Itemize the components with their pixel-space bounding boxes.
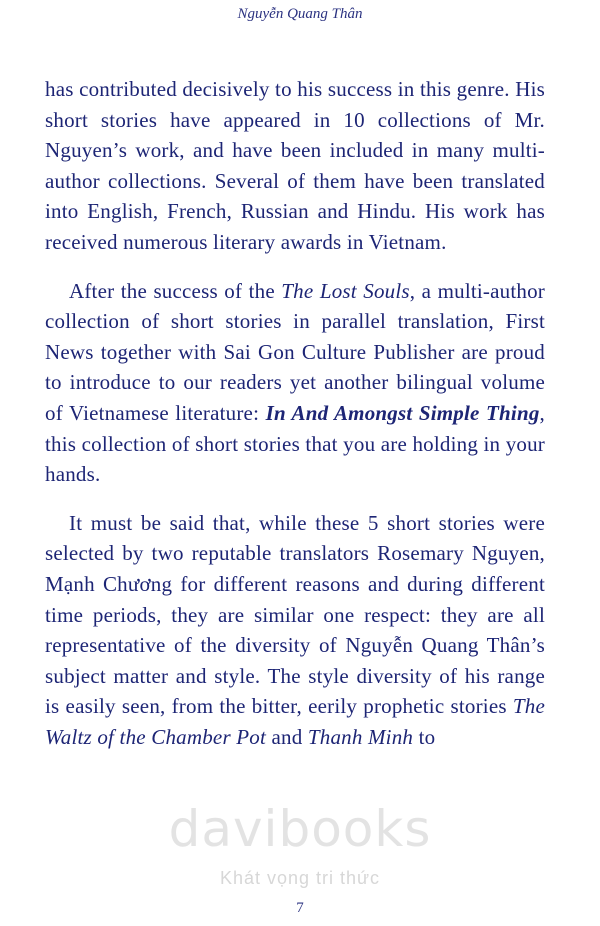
story-title-thanh-minh: Thanh Minh xyxy=(307,724,414,749)
story-title-waltz: The Waltz of the Chamber Pot xyxy=(45,694,545,749)
page-number: 7 xyxy=(296,900,304,916)
book-title-lost-souls: The Lost Souls xyxy=(281,278,410,303)
paragraph-2-text-b: , a multi-author collection of short stories in parallel translation, First News together with Sai Gon Culture Publisher are proud to introduce to our readers yet another bilingual volume of Vietnamese literature: xyxy=(45,278,545,425)
paragraph-3 xyxy=(45,508,545,753)
paragraph-3-text-a: It must be said that, while these 5 short stories were selected by two reputable translators Rosemary Nguyen, Mạnh Chương for different reasons and during different time periods, they are similar one respect: they are all representative of the diversity of Nguyễn Quang Thân’s subject matter and style. The style diversity of his range is easily seen, from the bitter, eerily prophetic stories xyxy=(45,510,545,719)
running-head: Nguyễn Quang Thân xyxy=(237,6,363,22)
paragraph-2-text-c: , this collection of short stories that you are holding in your hands. xyxy=(45,400,545,487)
paragraph-3-text-b: and xyxy=(266,724,308,749)
body-text xyxy=(45,74,545,752)
paragraph-1 xyxy=(45,74,545,258)
watermark-logo: davibooks xyxy=(168,800,432,858)
paragraph-1-text: has contributed decisively to his success in this genre. His short stories have appeared in 10 collections of Mr. Nguyen’s work, and have been included in many multi-author collections. Several of them have been translated into English, French, Russian and Hindu. His work has received numerous literary awards in Vietnam. xyxy=(45,77,545,254)
paragraph-2 xyxy=(45,276,545,490)
watermark-tagline: Khát vọng tri thức xyxy=(219,868,381,888)
paragraph-2-text-a: After the success of the xyxy=(69,278,282,303)
book-title-simple-thing: In And Amongst Simple Thing xyxy=(265,400,540,425)
paragraph-3-text-c: to xyxy=(413,724,436,749)
